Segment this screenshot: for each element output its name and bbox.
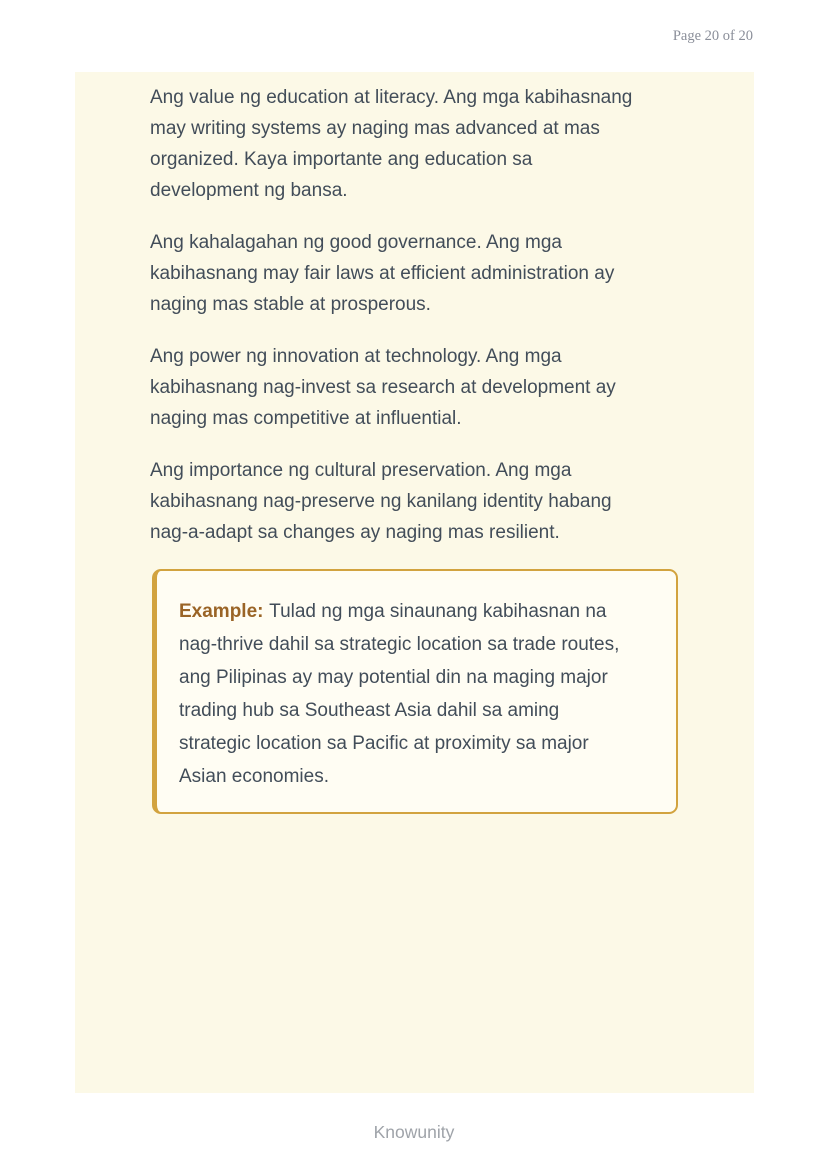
body-paragraph-governance: Ang kahalagahan ng good governance. Ang mga kabihasnang may fair laws at efficient administration ay naging mas stable at prosperous. (150, 232, 615, 315)
example-text: Tulad ng mga sinaunang kabihasnan na nag-thrive dahil sa strategic location sa trade routes, ang Pilipinas ay may potential din na maging major trading hub sa Southeast Asia dahil sa aming strategic location sa Pacific at proximity sa major Asian economies. (179, 601, 620, 787)
example-callout (152, 569, 678, 814)
body-paragraph-cultural-preservation: Ang importance ng cultural preservation. Ang mga kabihasnang nag-preserve ng kanilang identity habang nag-a-adapt sa changes ay naging mas resilient. (150, 460, 612, 543)
body-paragraph-education: Ang value ng education at literacy. Ang mga kabihasnang may writing systems ay naging mas advanced at mas organized. Kaya importante ang education sa development ng bansa. (150, 87, 633, 201)
content-sheet (75, 72, 754, 1093)
footer-brand-label: Knowunity (373, 1122, 455, 1142)
body-paragraph-innovation: Ang power ng innovation at technology. Ang mga kabihasnang nag-invest sa research at development ay naging mas competitive at influential. (150, 346, 616, 429)
example-label: Example: (179, 601, 264, 622)
page-number-label: Page 20 of 20 (672, 28, 753, 44)
